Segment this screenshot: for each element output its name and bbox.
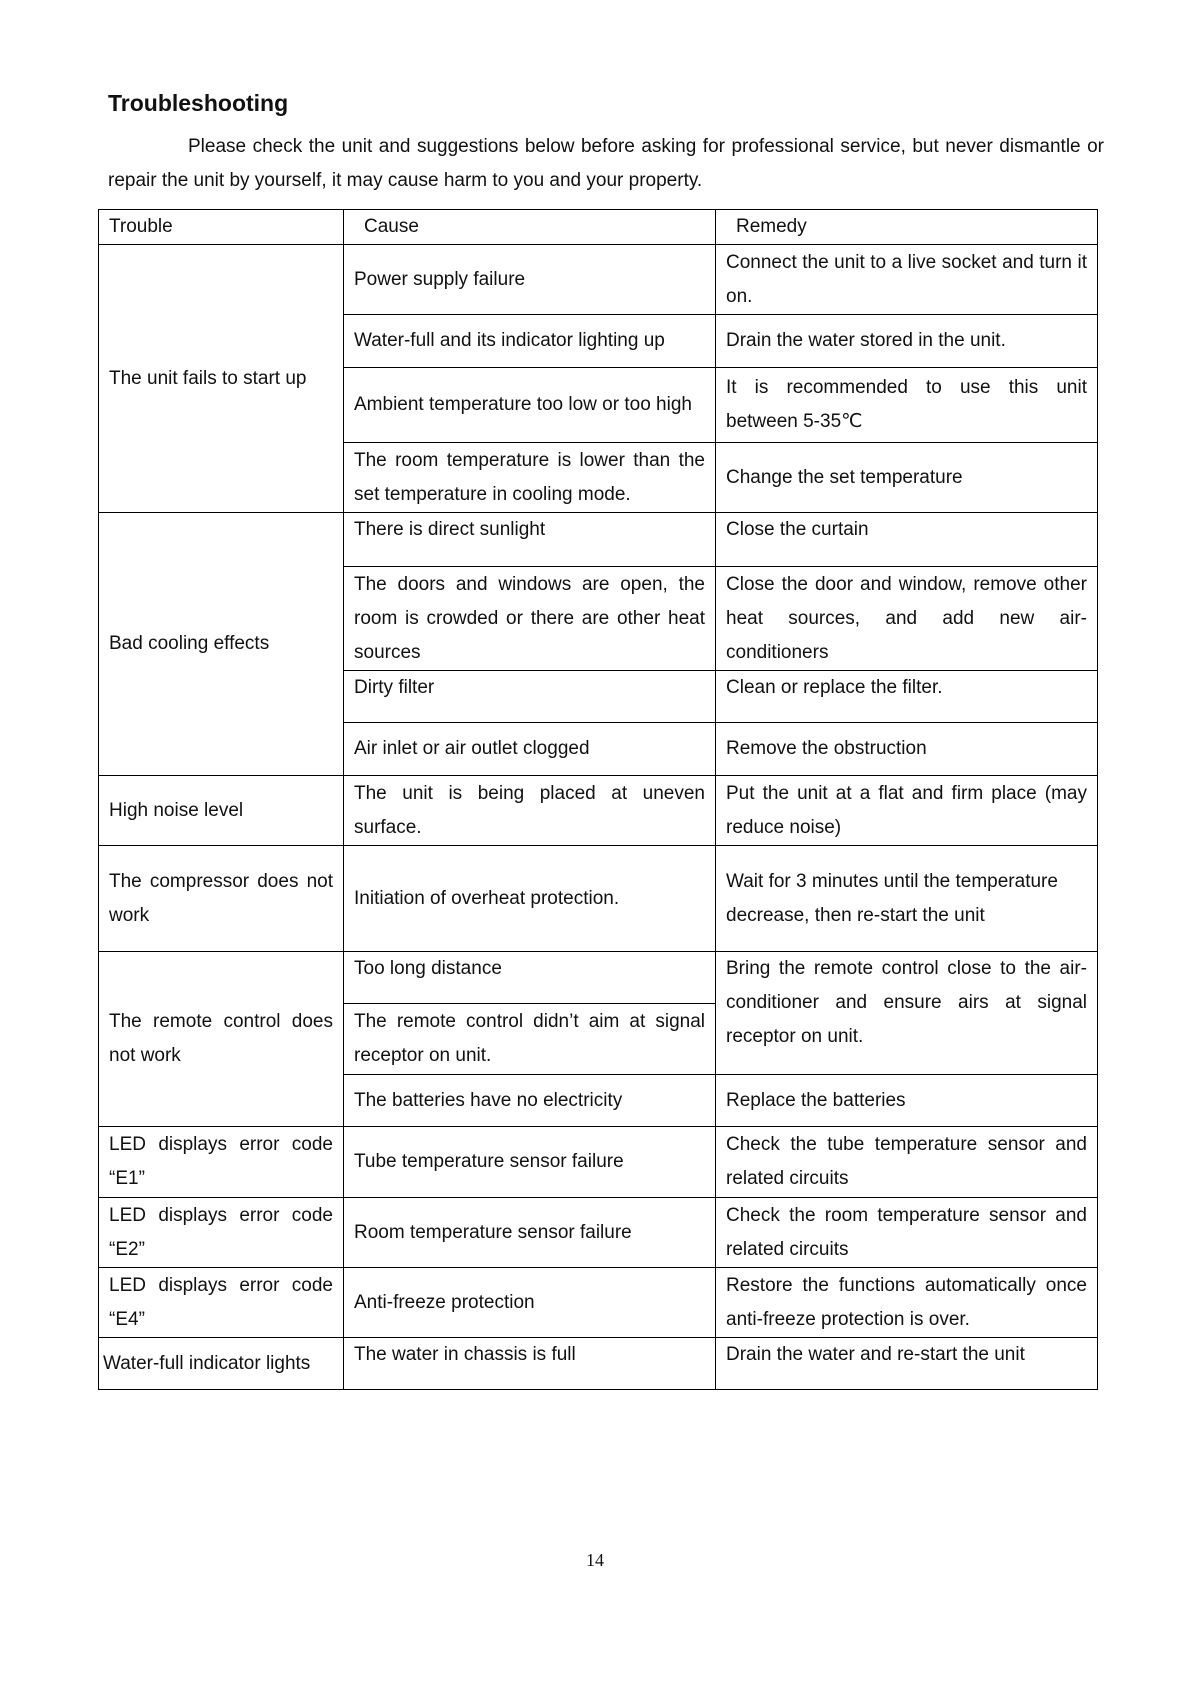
- cause-cell: The room temperature is lower than the set temperature in cooling mode.: [344, 443, 716, 513]
- page-number: 14: [586, 1550, 604, 1570]
- intro-paragraph: [108, 130, 1104, 198]
- table-row: [99, 1268, 1098, 1338]
- table-row: [99, 245, 1098, 315]
- header-cause: Cause: [344, 210, 716, 245]
- intro-text: Please check the unit and suggestions below before asking for professional service, but never dismantle or repair the unit by yourself, it may cause harm to you and your property.: [108, 136, 1104, 191]
- cause-cell: The doors and windows are open, the room is crowded or there are other heat sources: [344, 567, 716, 671]
- remedy-cell: Close the door and window, remove other heat sources, and add new air-conditioners: [716, 567, 1098, 671]
- table-row: [99, 513, 1098, 567]
- cause-cell: The unit is being placed at uneven surface.: [344, 776, 716, 846]
- table-row: [99, 846, 1098, 952]
- remedy-cell: Check the tube temperature sensor and related circuits: [716, 1127, 1098, 1198]
- remedy-cell: Drain the water stored in the unit.: [716, 315, 1098, 368]
- page-title: Troubleshooting: [108, 90, 289, 116]
- cause-cell: Initiation of overheat protection.: [344, 846, 716, 952]
- cause-cell: Air inlet or air outlet clogged: [344, 723, 716, 776]
- cause-cell: Too long distance: [344, 952, 716, 1004]
- trouble-cell: LED displays error code “E4”: [99, 1268, 344, 1338]
- remedy-cell: Drain the water and re-start the unit: [716, 1338, 1098, 1390]
- cause-cell: Room temperature sensor failure: [344, 1198, 716, 1268]
- table-row: [99, 1127, 1098, 1198]
- trouble-cell: Water-full indicator lights: [99, 1338, 344, 1390]
- cause-cell: Water-full and its indicator lighting up: [344, 315, 716, 368]
- trouble-cell: LED displays error code “E1”: [99, 1127, 344, 1198]
- cause-cell: The batteries have no electricity: [344, 1075, 716, 1127]
- remedy-cell: Check the room temperature sensor and related circuits: [716, 1198, 1098, 1268]
- remedy-cell: Connect the unit to a live socket and turn it on.: [716, 245, 1098, 315]
- remedy-cell: Replace the batteries: [716, 1075, 1098, 1127]
- table-row: [99, 776, 1098, 846]
- remedy-cell: Close the curtain: [716, 513, 1098, 567]
- remedy-cell: Remove the obstruction: [716, 723, 1098, 776]
- trouble-cell: The remote control does not work: [99, 952, 344, 1127]
- remedy-cell: Wait for 3 minutes until the temperature decrease, then re-start the unit: [716, 846, 1098, 952]
- trouble-cell: The unit fails to start up: [99, 245, 344, 513]
- cause-cell: The water in chassis is full: [344, 1338, 716, 1390]
- cause-cell: Ambient temperature too low or too high: [344, 368, 716, 443]
- table-row: [99, 952, 1098, 1004]
- remedy-cell: It is recommended to use this unit between 5-35℃: [716, 368, 1098, 443]
- header-trouble: Trouble: [99, 210, 344, 245]
- remedy-cell: Put the unit at a flat and firm place (may reduce noise): [716, 776, 1098, 846]
- table-row: [99, 1198, 1098, 1268]
- cause-cell: Tube temperature sensor failure: [344, 1127, 716, 1198]
- cause-cell: There is direct sunlight: [344, 513, 716, 567]
- trouble-cell: LED displays error code “E2”: [99, 1198, 344, 1268]
- trouble-cell: High noise level: [99, 776, 344, 846]
- troubleshooting-table: [98, 209, 1098, 1390]
- table-row: [99, 1338, 1098, 1390]
- cause-cell: The remote control didn’t aim at signal receptor on unit.: [344, 1004, 716, 1075]
- header-remedy: Remedy: [716, 210, 1098, 245]
- trouble-cell: The compressor does not work: [99, 846, 344, 952]
- remedy-cell: Restore the functions automatically once anti-freeze protection is over.: [716, 1268, 1098, 1338]
- remedy-cell: Clean or replace the filter.: [716, 671, 1098, 723]
- remedy-cell: Bring the remote control close to the air-conditioner and ensure airs at signal receptor on unit.: [716, 952, 1098, 1075]
- trouble-cell: Bad cooling effects: [99, 513, 344, 776]
- table-header-row: [99, 210, 1098, 245]
- cause-cell: Dirty filter: [344, 671, 716, 723]
- cause-cell: Anti-freeze protection: [344, 1268, 716, 1338]
- remedy-cell: Change the set temperature: [716, 443, 1098, 513]
- cause-cell: Power supply failure: [344, 245, 716, 315]
